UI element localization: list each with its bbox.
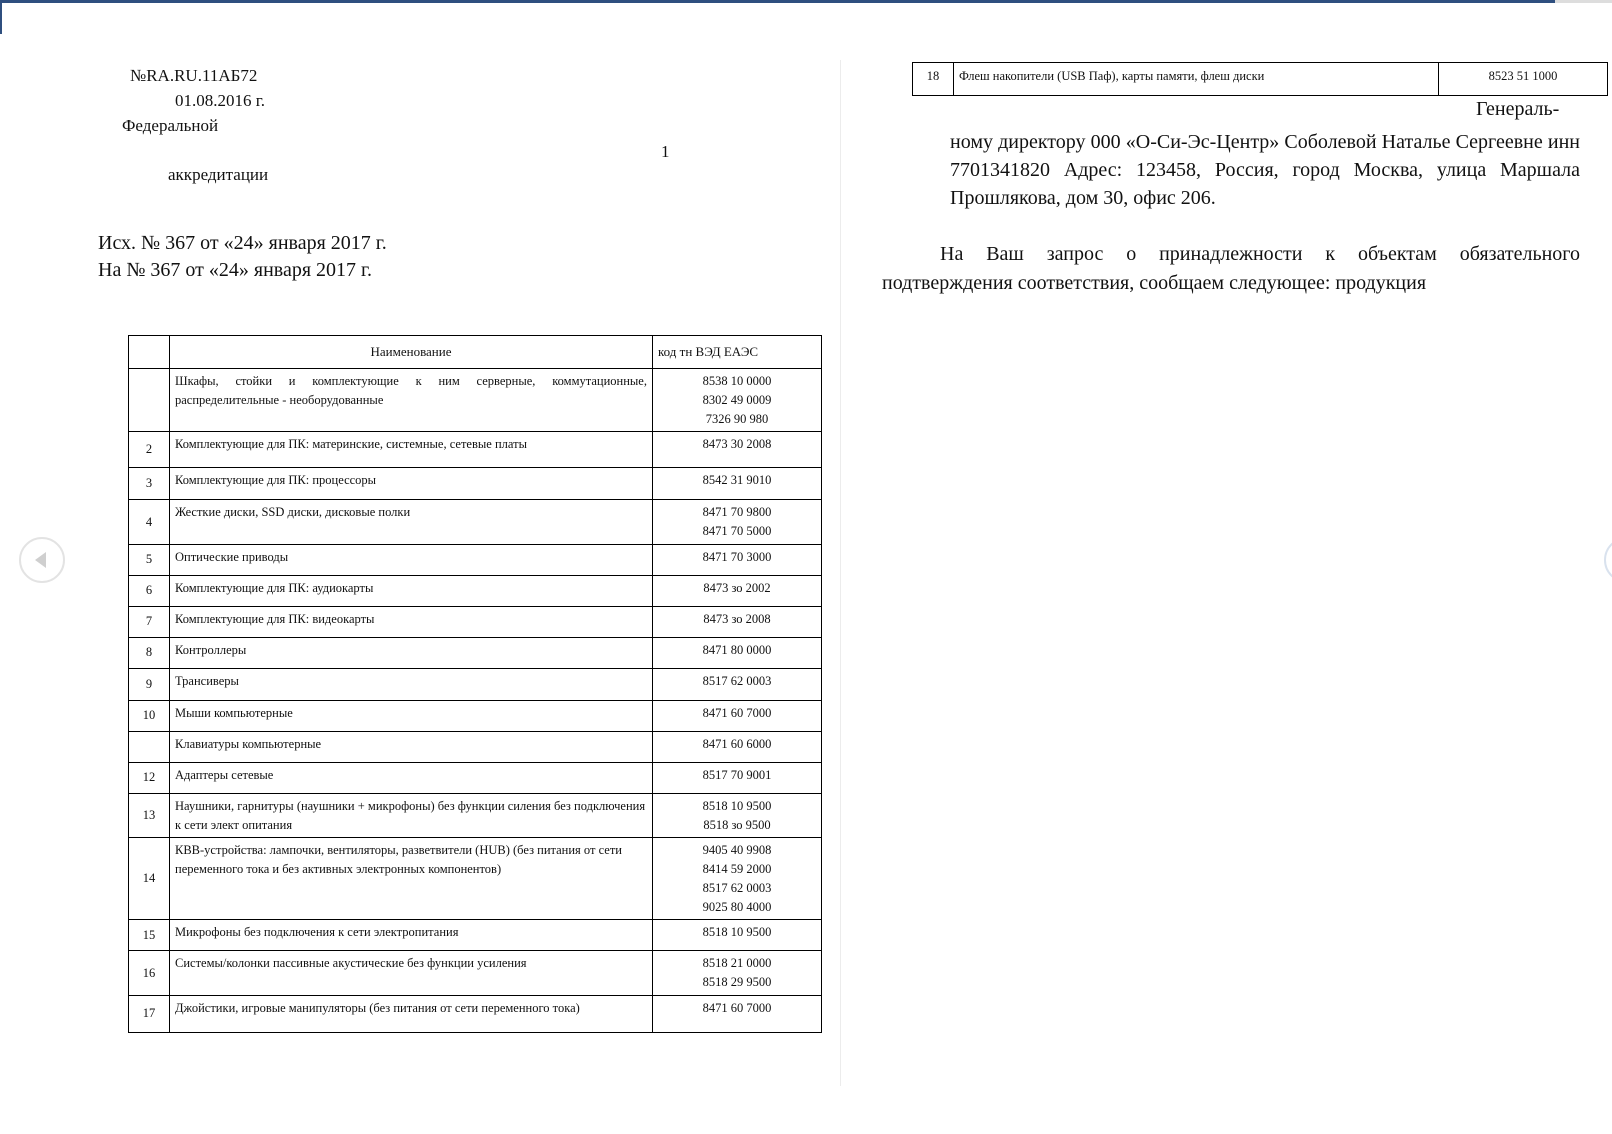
row-name: Джойстики, игровые манипуляторы (без питания от сети переменного тока) bbox=[170, 995, 653, 1032]
row-codes bbox=[653, 544, 822, 575]
row-codes bbox=[653, 951, 822, 996]
row-number: 8 bbox=[129, 637, 170, 668]
code-value: 8517 62 0003 bbox=[702, 880, 772, 895]
code-value: 8471 70 5000 bbox=[702, 524, 772, 538]
row-number: 18 bbox=[913, 63, 954, 96]
row-name: Флеш накопители (USB Паф), карты памяти, флеш диски bbox=[954, 63, 1439, 96]
code-value: 8518 21 0000 bbox=[702, 956, 772, 971]
row-number: 2 bbox=[129, 432, 170, 468]
addressee-heading: Генераль- bbox=[1476, 98, 1560, 120]
table-row bbox=[129, 369, 822, 432]
row-codes bbox=[653, 838, 822, 920]
row-number: 6 bbox=[129, 575, 170, 606]
row-name: Трансиверы bbox=[170, 668, 653, 700]
table-row bbox=[129, 500, 822, 545]
certificate-number: №RA.RU.11АБ72 bbox=[130, 66, 258, 85]
row-number: 14 bbox=[129, 838, 170, 920]
row-codes bbox=[653, 920, 822, 951]
code-value: 8542 31 9010 bbox=[702, 473, 772, 488]
code-value: 8471 60 6000 bbox=[702, 736, 772, 751]
code-value: 8471 60 7000 bbox=[702, 705, 772, 720]
table-row bbox=[129, 995, 822, 1032]
code-value: 8414 59 2000 bbox=[702, 862, 772, 876]
row-codes bbox=[653, 762, 822, 793]
top-bar-end bbox=[1555, 0, 1612, 3]
table-row bbox=[129, 575, 822, 606]
continued-table-row bbox=[912, 62, 1608, 96]
page-divider bbox=[840, 60, 841, 1086]
outgoing-reference: Исх. № 367 от «24» января 2017 г. bbox=[98, 232, 387, 254]
letter-body: На Ваш запрос о принадлежности к объектам обязательного подтверждения соответствия, сообщаем следующее: продукция bbox=[882, 243, 1580, 294]
row-number: 4 bbox=[129, 500, 170, 545]
header-line-accreditation: аккредитации bbox=[168, 165, 269, 184]
code-value: 8473 зо 2008 bbox=[703, 611, 771, 626]
row-name: Микрофоны без подключения к сети электропитания bbox=[170, 920, 653, 951]
table-row bbox=[129, 637, 822, 668]
corner-accent bbox=[0, 0, 2, 34]
table-row bbox=[129, 951, 822, 996]
table-row bbox=[129, 544, 822, 575]
page-number: 1 bbox=[661, 142, 670, 161]
row-name: Комплектующие для ПК: видеокарты bbox=[170, 606, 653, 637]
row-codes bbox=[653, 995, 822, 1032]
row-name: Мыши компьютерные bbox=[170, 700, 653, 731]
table-row bbox=[129, 668, 822, 700]
header-name: Наименование bbox=[170, 336, 653, 369]
row-codes bbox=[653, 700, 822, 731]
code-value: 9405 40 9908 bbox=[702, 843, 772, 858]
row-number: 17 bbox=[129, 995, 170, 1032]
row-codes bbox=[653, 606, 822, 637]
code-value: 8471 80 0000 bbox=[702, 642, 772, 657]
table-row bbox=[129, 700, 822, 731]
table-row bbox=[129, 762, 822, 793]
row-number: 16 bbox=[129, 951, 170, 996]
table-row bbox=[129, 606, 822, 637]
code-value: 8473 зо 2002 bbox=[703, 580, 771, 595]
row-name: Комплектующие для ПК: аудиокарты bbox=[170, 575, 653, 606]
table-row bbox=[129, 432, 822, 468]
row-number: 7 bbox=[129, 606, 170, 637]
table-row bbox=[129, 468, 822, 500]
previous-page-button[interactable] bbox=[19, 537, 65, 583]
code-value: 7326 90 980 bbox=[705, 411, 769, 426]
row-codes bbox=[653, 432, 822, 468]
code-value: 8302 49 0009 bbox=[702, 392, 772, 407]
code-value: 8517 62 0003 bbox=[702, 673, 772, 688]
code-value: 8518 зо 9500 bbox=[703, 817, 771, 832]
row-codes bbox=[653, 793, 822, 838]
row-name: Наушники, гарнитуры (наушники + микрофоны) без функции силения без подключения к сети элект опитания bbox=[170, 793, 653, 838]
code-value: 8471 70 3000 bbox=[702, 549, 772, 564]
row-number: 15 bbox=[129, 920, 170, 951]
top-accent-bar bbox=[0, 0, 1560, 3]
chevron-left-icon bbox=[35, 552, 46, 568]
incoming-reference: На № 367 от «24» января 2017 г. bbox=[98, 259, 372, 281]
header-num bbox=[129, 336, 170, 369]
row-number bbox=[129, 369, 170, 432]
row-code: 8523 51 1000 bbox=[1439, 63, 1608, 96]
row-name: Клавиатуры компьютерные bbox=[170, 731, 653, 762]
row-number: 3 bbox=[129, 468, 170, 500]
code-value: 9025 80 4000 bbox=[702, 899, 772, 914]
row-codes bbox=[653, 369, 822, 432]
row-name: Комплектующие для ПК: процессоры bbox=[170, 468, 653, 500]
row-name: Жесткие диски, SSD диски, дисковые полки bbox=[170, 500, 653, 545]
row-number: 12 bbox=[129, 762, 170, 793]
code-value: 8518 10 9500 bbox=[702, 925, 772, 940]
table-header-row bbox=[129, 336, 822, 369]
header-code: код тн ВЭД ЕАЭС bbox=[653, 336, 822, 369]
row-number: 10 bbox=[129, 700, 170, 731]
table-row bbox=[129, 920, 822, 951]
next-page-button[interactable] bbox=[1604, 537, 1612, 583]
code-value: 8518 10 9500 bbox=[702, 798, 772, 813]
code-value: 8538 10 0000 bbox=[702, 374, 772, 388]
code-value: 8471 60 7000 bbox=[702, 1000, 772, 1015]
row-name: Шкафы, стойки и комплектующие к ним серверные, коммутационные, распределительные - необорудованные bbox=[170, 369, 653, 432]
row-codes bbox=[653, 575, 822, 606]
row-number: 5 bbox=[129, 544, 170, 575]
code-value: 8473 30 2008 bbox=[702, 437, 772, 452]
code-value: 8471 70 9800 bbox=[702, 505, 772, 520]
row-name: Оптические приводы bbox=[170, 544, 653, 575]
row-codes bbox=[653, 668, 822, 700]
row-name: Адаптеры сетевые bbox=[170, 762, 653, 793]
row-number: 9 bbox=[129, 668, 170, 700]
row-name: Комплектующие для ПК: материнские, системные, сетевые платы bbox=[170, 432, 653, 468]
row-codes bbox=[653, 637, 822, 668]
table-row bbox=[129, 838, 822, 920]
row-codes bbox=[653, 731, 822, 762]
code-value: 8518 29 9500 bbox=[702, 975, 772, 989]
table-row bbox=[129, 793, 822, 838]
row-number bbox=[129, 731, 170, 762]
product-table bbox=[128, 335, 822, 1033]
code-value: 8517 70 9001 bbox=[702, 767, 772, 782]
certificate-date: 01.08.2016 г. bbox=[175, 91, 266, 110]
row-number: 13 bbox=[129, 793, 170, 838]
header-line-federal: Федеральной bbox=[122, 116, 219, 135]
row-name: КВВ-устройства: лампочки, вентиляторы, разветвители (HUB) (без питания от сети переменного тока и без активных электронных компонентов) bbox=[170, 838, 653, 920]
row-codes bbox=[653, 468, 822, 500]
row-name: Системы/колонки пассивные акустические без функции усиления bbox=[170, 951, 653, 996]
row-codes bbox=[653, 500, 822, 545]
row-name: Контроллеры bbox=[170, 637, 653, 668]
table-row bbox=[129, 731, 822, 762]
table-row bbox=[913, 63, 1608, 96]
addressee-text: ному директору 000 «О-Си-Эс-Центр» Соболевой Наталье Сергеевне инн 7701341820 Адрес: 123458, Россия, город Москва, улица Маршала Прошлякова, дом 30, офис 206. bbox=[950, 131, 1580, 209]
